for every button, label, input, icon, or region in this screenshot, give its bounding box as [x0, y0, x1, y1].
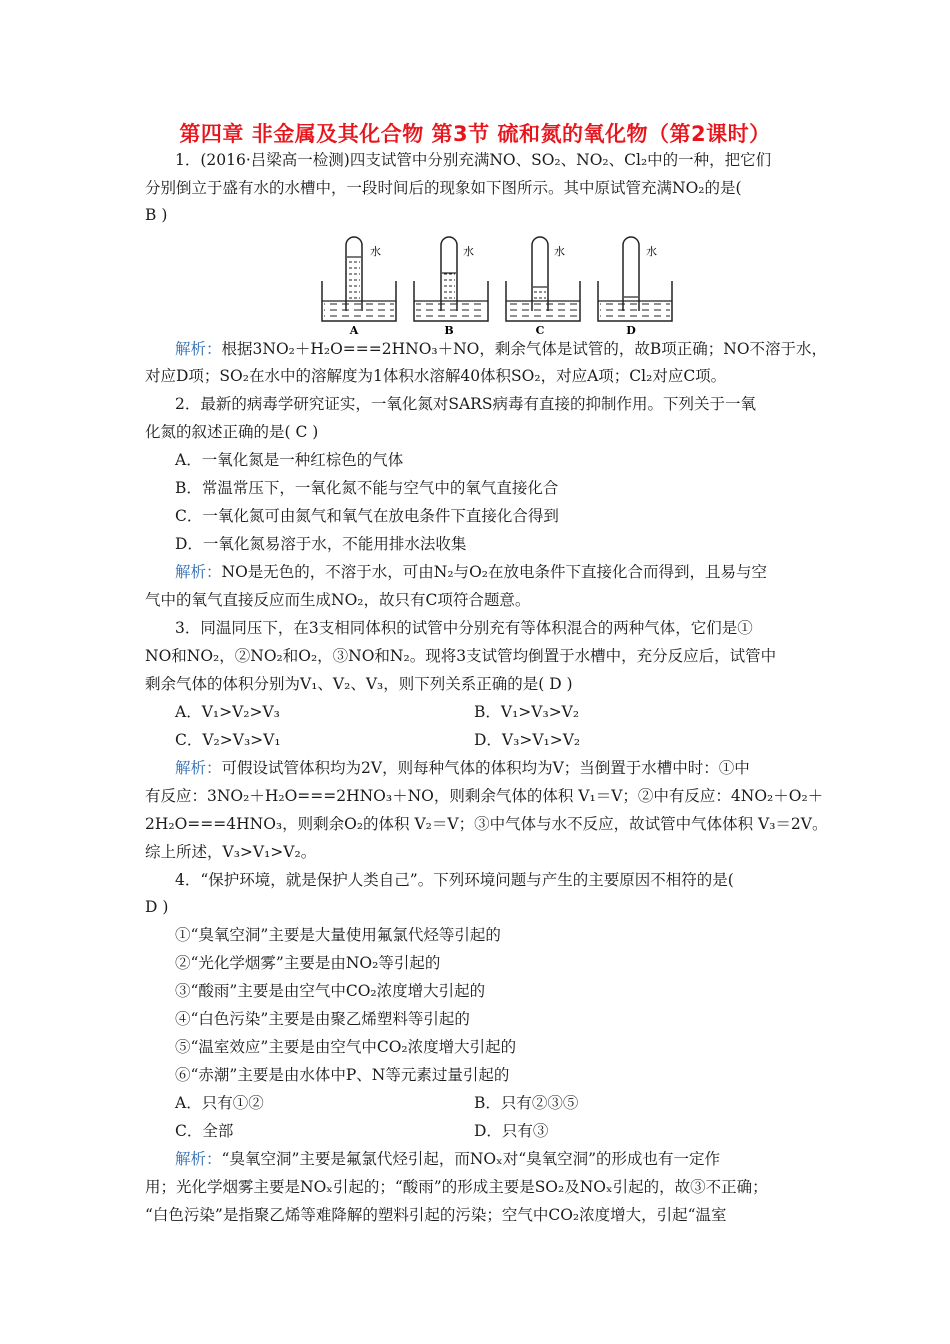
q1-line-1: 1．(2016·吕梁高一检测)四支试管中分别充满NO、SO₂、NO₂、Cl₂中的一种，把它们 [175, 151, 772, 169]
water-label-a: 水 [370, 245, 381, 258]
q3-option-b: B．V₁>V₃>V₂ [474, 703, 580, 721]
q4-item-2: ②“光化学烟雾”主要是由NO₂等引起的 [175, 954, 441, 972]
q3-analysis-line-4: 综上所述，V₃>V₁>V₂。 [145, 843, 317, 861]
q1-analysis-text-1: 根据3NO₂＋H₂O===2HNO₃＋NO，剩余气体是试管的，故B项正确；NO不溶于水， [221, 340, 828, 358]
fig-label-c: C [535, 324, 545, 335]
analysis-label: 解析： [175, 563, 222, 581]
water-label-d: 水 [646, 245, 657, 258]
q3-line-3: 剩余气体的体积分别为V₁、V₂、V₃，则下列关系正确的是( D ) [145, 675, 573, 693]
q3-option-d: D．V₃>V₁>V₂ [474, 731, 581, 749]
q4-item-5: ⑤“温室效应”主要是由空气中CO₂浓度增大引起的 [175, 1038, 517, 1056]
q4-item-4: ④“白色污染”主要是由聚乙烯塑料等引起的 [175, 1010, 470, 1028]
q3-analysis-text-1: 可假设试管体积均为2V，则每种气体的体积均为V；当倒置于水槽中时：①中 [221, 759, 750, 777]
q1-analysis-line-2: 对应D项；SO₂在水中的溶解度为1体积水溶解40体积SO₂，对应A项；Cl₂对应C项。 [145, 367, 727, 385]
fig-label-b: B [444, 324, 454, 335]
q4-analysis-line-1 [175, 1149, 720, 1169]
apparatus-b [414, 237, 488, 321]
q3-line-1: 3．同温同压下，在3支相同体积的试管中分别充有等体积混合的两种气体，它们是① [175, 619, 753, 637]
q4-item-6: ⑥“赤潮”主要是由水体中P、N等元素过量引起的 [175, 1066, 510, 1084]
q4-item-3: ③“酸雨”主要是由空气中CO₂浓度增大引起的 [175, 982, 486, 1000]
q2-line-1: 2．最新的病毒学研究证实，一氧化氮对SARS病毒有直接的抑制作用。下列关于一氧 [175, 395, 756, 413]
q2-line-2: 化氮的叙述正确的是( C ) [145, 423, 319, 441]
q1-line-3: B ) [145, 206, 168, 224]
apparatus-d [598, 237, 672, 321]
page-title: 第四章 非金属及其化合物 第3节 硫和氮的氧化物（第2课时） [179, 122, 771, 146]
water-label-b: 水 [463, 245, 474, 258]
q3-analysis-line-1 [175, 758, 750, 778]
q2-analysis-line-2: 气中的氧气直接反应而生成NO₂，故只有C项符合题意。 [145, 591, 531, 609]
q4-analysis-line-2: 用；光化学烟雾主要是NOₓ引起的；“酸雨”的形成主要是SO₂及NOₓ引起的，故③不正确； [145, 1178, 768, 1196]
apparatus-a [322, 237, 396, 321]
fig-label-d: D [626, 324, 636, 335]
q2-option-a: A．一氧化氮是一种红棕色的气体 [175, 451, 404, 469]
q3-option-c: C．V₂>V₃>V₁ [175, 731, 281, 749]
q3-analysis-line-3: 2H₂O===4HNO₃，则剩余O₂的体积 V₂＝V；③中气体与水不反应，故试管中气体体积 V₃＝2V。 [145, 815, 828, 833]
q4-option-a: A．只有①② [175, 1094, 264, 1112]
q1-analysis-line-1 [175, 339, 827, 359]
q3-line-2: NO和NO₂，②NO₂和O₂，③NO和N₂。现将3支试管均倒置于水槽中，充分反应后，试管中 [145, 647, 777, 665]
q4-option-d: D．只有③ [474, 1122, 549, 1140]
q2-option-d: D．一氧化氮易溶于水，不能用排水法收集 [175, 535, 467, 553]
q1-line-2: 分别倒立于盛有水的水槽中，一段时间后的现象如下图所示。其中原试管充满NO₂的是( [145, 179, 742, 197]
q2-option-c: C．一氧化氮可由氮气和氧气在放电条件下直接化合得到 [175, 507, 559, 525]
analysis-label: 解析： [175, 340, 222, 358]
q4-line-2: D ) [145, 898, 169, 916]
test-tube-figure [318, 235, 682, 335]
q3-option-a: A．V₁>V₂>V₃ [175, 703, 280, 721]
apparatus-c [506, 237, 580, 321]
q4-option-b: B．只有②③⑤ [474, 1094, 579, 1112]
analysis-label: 解析： [175, 759, 222, 777]
q2-option-b: B．常温常压下，一氧化氮不能与空气中的氧气直接化合 [175, 479, 559, 497]
q4-line-1: 4．“保护环境，就是保护人类自己”。下列环境问题与产生的主要原因不相符的是( [175, 871, 734, 889]
q2-analysis-line-1 [175, 562, 767, 582]
q4-analysis-text-1: “臭氧空洞”主要是氟氯代烃引起，而NOₓ对“臭氧空洞”的形成也有一定作 [221, 1150, 721, 1168]
water-label-c: 水 [554, 245, 565, 258]
q4-analysis-line-3: “白色污染”是指聚乙烯等难降解的塑料引起的污染；空气中CO₂浓度增大，引起“温室 [145, 1206, 727, 1224]
fig-label-a: A [349, 324, 359, 335]
q4-option-c: C．全部 [175, 1122, 234, 1140]
q2-analysis-text-1: NO是无色的，不溶于水，可由N₂与O₂在放电条件下直接化合而得到，且易与空 [221, 563, 767, 581]
analysis-label: 解析： [175, 1150, 222, 1168]
q3-analysis-line-2: 有反应：3NO₂＋H₂O===2HNO₃＋NO，则剩余气体的体积 V₁＝V；②中有反应：4NO₂＋O₂＋ [145, 787, 824, 805]
q4-item-1: ①“臭氧空洞”主要是大量使用氟氯代烃等引起的 [175, 926, 501, 944]
